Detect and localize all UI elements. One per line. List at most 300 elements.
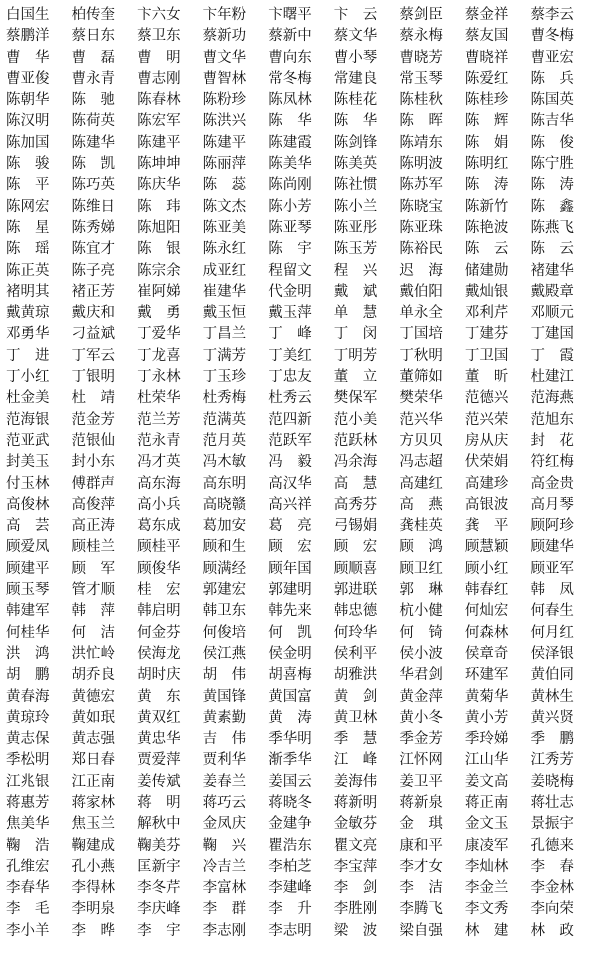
name-entry: 杭小健 [399, 603, 443, 620]
name-entry: 顾阿珍 [530, 518, 574, 535]
name-entry: 李冬芹 [137, 880, 181, 897]
name-entry: 康和平 [399, 837, 443, 854]
name-entry: 高建红 [399, 475, 443, 492]
name-entry: 蔡剑臣 [399, 7, 443, 23]
name-entry: 陈燕飞 [530, 219, 574, 236]
name-entry: 陈 晖 [399, 113, 443, 130]
name-entry: 韩 凤 [530, 582, 574, 599]
name-entry: 丁忠友 [268, 369, 312, 386]
name-entry: 范旭东 [530, 411, 574, 428]
name-entry: 季玲娣 [464, 731, 509, 748]
name-entry: 金凤庆 [202, 816, 247, 833]
name-entry: 林 政 [530, 922, 574, 939]
name-entry: 高俊萍 [71, 496, 116, 513]
name-entry: 黄国富 [268, 688, 312, 705]
name-entry: 丁满芳 [202, 347, 247, 364]
name-entry: 李 升 [268, 901, 312, 918]
name-entry: 金建争 [268, 816, 312, 833]
name-entry: 韩忠德 [333, 603, 378, 620]
name-entry: 陈国英 [530, 92, 574, 109]
name-entry: 陈明红 [464, 156, 509, 173]
name-entry: 曹晓芳 [399, 49, 443, 66]
name-entry: 范海银 [6, 411, 50, 428]
name-entry: 解秋中 [137, 816, 181, 833]
name-entry: 贾利华 [202, 752, 247, 769]
name-entry: 丁 进 [6, 347, 50, 364]
name-entry: 陈网宏 [6, 198, 50, 215]
name-entry: 曹文华 [202, 49, 247, 66]
name-entry: 曹 磊 [71, 49, 116, 66]
name-entry: 樊保军 [333, 390, 378, 407]
name-entry: 陈美英 [333, 156, 378, 173]
name-entry: 陈 涛 [530, 177, 574, 194]
name-entry: 陈晓宝 [399, 198, 443, 215]
name-entry: 曹晓祥 [464, 49, 509, 66]
name-entry: 丁明芳 [333, 347, 378, 364]
name-entry: 冯 毅 [268, 454, 312, 471]
name-entry: 范银仙 [71, 432, 116, 449]
name-entry: 陈宁胜 [530, 156, 574, 173]
name-entry: 黄国锋 [202, 688, 247, 705]
name-entry: 何俊培 [202, 624, 247, 641]
name-entry: 杜荣华 [137, 390, 181, 407]
name-entry: 程 兴 [333, 262, 378, 279]
name-entry: 李文秀 [464, 901, 509, 918]
name-entry: 常建良 [333, 70, 378, 87]
name-entry: 伏荣娟 [464, 454, 509, 471]
name-entry: 黄卫林 [333, 709, 378, 726]
name-entry: 邓勇华 [6, 326, 50, 343]
name-entry: 樊荣华 [399, 390, 443, 407]
name-entry: 顾玉琴 [6, 582, 50, 599]
name-entry: 金敏芬 [333, 816, 378, 833]
name-entry: 黄素勤 [202, 709, 247, 726]
name-entry: 黄伯同 [530, 667, 574, 684]
name-entry: 丁玉珍 [202, 369, 247, 386]
name-entry: 曹 明 [137, 49, 181, 66]
name-entry: 房从庆 [464, 432, 509, 449]
name-entry: 韩先来 [268, 603, 312, 620]
name-entry: 黄 东 [137, 688, 181, 705]
name-entry: 方贝贝 [399, 432, 443, 449]
name-entry: 蒋壮志 [530, 794, 574, 811]
name-entry: 陈洪兴 [202, 113, 247, 130]
name-entry: 丁 闵 [333, 326, 378, 343]
name-entry: 范月英 [202, 432, 247, 449]
name-entry: 陈维日 [71, 198, 116, 215]
name-entry: 蒋巧云 [202, 794, 247, 811]
name-entry: 侯泽银 [530, 645, 574, 662]
name-entry: 陈文杰 [202, 198, 247, 215]
name-entry: 顾 鸿 [399, 539, 443, 556]
name-entry: 蒋新泉 [399, 794, 443, 811]
name-entry: 陈 瑶 [6, 241, 50, 258]
name-entry: 陈建霞 [268, 134, 312, 151]
name-entry: 卞曙平 [268, 7, 312, 23]
name-entry: 黄金萍 [399, 688, 443, 705]
name-entry: 曹亚俊 [6, 70, 50, 87]
name-entry: 蔡新功 [202, 28, 247, 45]
name-entry: 季 慧 [333, 731, 378, 748]
name-entry: 李柏芝 [268, 858, 312, 875]
name-entry: 何金芬 [137, 624, 181, 641]
name-entry: 黄小冬 [399, 709, 443, 726]
name-entry: 丁银明 [71, 369, 116, 386]
name-entry: 李春华 [6, 880, 50, 897]
name-entry: 陈 华 [333, 113, 378, 130]
name-entry: 陈旭阳 [137, 219, 181, 236]
name-entry: 侯章奇 [464, 645, 509, 662]
name-entry: 顾建华 [530, 539, 574, 556]
name-entry: 蒋家林 [71, 794, 116, 811]
name-entry: 蔡友国 [464, 28, 509, 45]
name-entry: 顾满经 [202, 560, 247, 577]
name-entry: 李富林 [202, 880, 247, 897]
name-entry: 范兴华 [399, 411, 443, 428]
name-entry: 蒋晓冬 [268, 794, 312, 811]
name-entry: 高东海 [137, 475, 181, 492]
name-entry: 韩春红 [464, 582, 509, 599]
name-entry: 陈荷英 [71, 113, 116, 130]
name-entry: 付玉林 [6, 475, 50, 492]
name-entry: 陈 俊 [530, 134, 574, 151]
name-entry: 戴庆和 [71, 305, 116, 322]
name-entry: 贾爱萍 [137, 752, 181, 769]
name-entry: 李才女 [399, 858, 443, 875]
name-entry: 康凌军 [464, 837, 509, 854]
name-entry: 何 锜 [399, 624, 443, 641]
name-entry: 顾俊华 [137, 560, 181, 577]
name-entry: 陈剑锋 [333, 134, 378, 151]
name-entry: 环建军 [464, 667, 509, 684]
name-entry: 李腾飞 [399, 901, 443, 918]
name-entry: 何春生 [530, 603, 574, 620]
name-entry: 季华明 [268, 731, 312, 748]
name-entry: 洪忙岭 [71, 645, 116, 662]
name-entry: 褚正芳 [71, 283, 116, 300]
name-entry: 戴玉萍 [268, 305, 312, 322]
name-entry: 崔建华 [202, 283, 247, 300]
name-entry: 桂 宏 [137, 582, 181, 599]
name-entry: 郑日春 [71, 752, 116, 769]
name-entry: 李 毛 [6, 901, 50, 918]
name-entry: 韩 萍 [71, 603, 116, 620]
name-entry: 黄德宏 [71, 688, 116, 705]
name-entry: 黄春海 [6, 688, 50, 705]
name-entry: 陈庆华 [137, 177, 181, 194]
name-entry: 弓锡娟 [333, 518, 378, 535]
name-entry: 戴殿章 [530, 283, 574, 300]
name-entry: 陈 娟 [464, 134, 509, 151]
name-entry: 蔡新中 [268, 28, 312, 45]
name-entry: 胡雅洪 [333, 667, 378, 684]
name-entry: 李 春 [530, 858, 574, 875]
name-entry: 顾慧颖 [464, 539, 509, 556]
name-entry: 封 花 [530, 432, 574, 449]
name-entry: 林 建 [464, 922, 509, 939]
name-entry: 顾 宏 [333, 539, 378, 556]
name-entry: 曹小琴 [333, 49, 378, 66]
name-entry: 龚 平 [464, 518, 509, 535]
name-entry: 陈靖东 [399, 134, 443, 151]
name-entry: 胡 鹏 [6, 667, 50, 684]
name-entry: 江山华 [464, 752, 509, 769]
name-entry: 高金贵 [530, 475, 574, 492]
name-entry: 陈永红 [202, 241, 247, 258]
name-entry: 高兴祥 [268, 496, 312, 513]
name-entry: 陈 华 [268, 113, 312, 130]
name-entry: 李志刚 [202, 922, 247, 939]
name-entry: 迟 海 [399, 262, 443, 279]
name-entry: 蔡金祥 [464, 7, 509, 23]
name-entry: 李灿林 [464, 858, 509, 875]
name-entry: 李宝萍 [333, 858, 378, 875]
name-entry: 陈 宇 [268, 241, 312, 258]
name-entry: 邓顺元 [530, 305, 574, 322]
name-entry: 渐季华 [268, 752, 312, 769]
name-entry: 黄琼玲 [6, 709, 50, 726]
name-entry: 高俊林 [6, 496, 50, 513]
name-entry: 丁建国 [530, 326, 574, 343]
name-entry: 黄 剑 [333, 688, 378, 705]
name-entry: 陈 银 [137, 241, 181, 258]
name-entry: 蔡日东 [71, 28, 116, 45]
name-entry: 卞年粉 [202, 7, 247, 23]
name-entry: 范兰芳 [137, 411, 181, 428]
name-entry: 鞠 浩 [6, 837, 50, 854]
name-entry: 高银波 [464, 496, 509, 513]
name-entry: 陈尚刚 [268, 177, 312, 194]
name-entry: 蒋新明 [333, 794, 378, 811]
name-entry: 顾 军 [71, 560, 116, 577]
name-entry: 黄志保 [6, 731, 50, 748]
name-entry: 范四新 [268, 411, 312, 428]
name-entry: 黄忠华 [137, 731, 181, 748]
name-entry: 顾年国 [268, 560, 312, 577]
name-entry: 陈朝华 [6, 92, 50, 109]
name-entry: 鞠 兴 [202, 837, 247, 854]
name-entry: 顾 宏 [268, 539, 312, 556]
name-entry: 常冬梅 [268, 70, 312, 87]
name-entry: 李金林 [530, 880, 574, 897]
name-entry: 曹冬梅 [530, 28, 574, 45]
name-entry: 黄兴贤 [530, 709, 574, 726]
name-entry: 李 晔 [71, 922, 116, 939]
name-entry: 龚桂英 [399, 518, 443, 535]
name-entry: 吉 伟 [202, 731, 247, 748]
name-entry: 戴伯阳 [399, 283, 443, 300]
name-entry: 李志明 [268, 922, 312, 939]
name-entry: 董筛如 [399, 369, 443, 386]
name-entry: 陈 鑫 [530, 198, 574, 215]
name-entry: 陈建平 [137, 134, 181, 151]
name-entry: 顾小红 [464, 560, 509, 577]
name-entry: 范金芳 [71, 411, 116, 428]
name-entry: 李小羊 [6, 922, 50, 939]
name-entry: 瞿文亮 [333, 837, 378, 854]
name-entry: 陈 骏 [6, 156, 50, 173]
name-entry: 侯海龙 [137, 645, 181, 662]
name-entry: 陈 云 [464, 241, 509, 258]
name-entry: 黄如珉 [71, 709, 116, 726]
name-entry: 高汉华 [268, 475, 312, 492]
name-entry: 陈桂珍 [464, 92, 509, 109]
name-entry: 常玉琴 [399, 70, 443, 87]
name-entry: 杜 靖 [71, 390, 116, 407]
name-entry: 戴玉恒 [202, 305, 247, 322]
name-entry: 顾爱凤 [6, 539, 50, 556]
name-entry: 陈桂秋 [399, 92, 443, 109]
name-entry: 陈 平 [6, 177, 50, 194]
name-entry: 范跃林 [333, 432, 378, 449]
name-entry: 何月红 [530, 624, 574, 641]
name-entry: 丁国培 [399, 326, 443, 343]
name-entry: 范小美 [333, 411, 378, 428]
name-entry: 冯志超 [399, 454, 443, 471]
name-entry: 范海燕 [530, 390, 574, 407]
name-entry: 刁益斌 [71, 326, 116, 343]
name-entry: 姜卫平 [399, 773, 443, 790]
name-entry: 鞠建成 [71, 837, 116, 854]
name-entry: 陈裕民 [399, 241, 443, 258]
name-entry: 丁小红 [6, 369, 50, 386]
name-entry: 华君剑 [399, 667, 443, 684]
name-entry: 焦玉兰 [71, 816, 116, 833]
name-entry: 董 立 [333, 369, 378, 386]
name-entry: 范德兴 [464, 390, 509, 407]
name-entry: 陈宗余 [137, 262, 181, 279]
name-entry: 冯余海 [333, 454, 378, 471]
name-entry: 戴灿银 [464, 283, 509, 300]
name-entry: 李金兰 [464, 880, 509, 897]
name-entry: 顾卫红 [399, 560, 443, 577]
name-entry: 黄双红 [137, 709, 181, 726]
name-entry: 葛 亮 [268, 518, 312, 535]
name-entry: 李得林 [71, 880, 116, 897]
name-entry: 蒋惠芳 [6, 794, 50, 811]
name-entry: 何玲华 [333, 624, 378, 641]
name-entry: 何灿宏 [464, 603, 509, 620]
name-entry: 蔡鹏洋 [6, 28, 50, 45]
name-entry: 金文玉 [464, 816, 509, 833]
name-entry: 江秀芳 [530, 752, 574, 769]
name-entry: 陈子亮 [71, 262, 116, 279]
name-entry: 高 慧 [333, 475, 378, 492]
name-entry: 季 鹏 [530, 731, 574, 748]
name-entry: 侯江燕 [202, 645, 247, 662]
name-entry: 曹永青 [71, 70, 116, 87]
name-entry: 陈坤坤 [137, 156, 181, 173]
name-entry: 陈亚珠 [399, 219, 443, 236]
name-entry: 陈秀娣 [71, 219, 116, 236]
name-entry: 江兆银 [6, 773, 50, 790]
name-entry: 丁爱华 [137, 326, 181, 343]
name-entry: 柏传奎 [71, 7, 116, 23]
name-entry: 姜国云 [268, 773, 312, 790]
name-entry: 顾顺喜 [333, 560, 378, 577]
name-entry: 孔小燕 [71, 858, 116, 875]
name-entry: 韩启明 [137, 603, 181, 620]
name-entry: 戴黄琼 [6, 305, 50, 322]
name-entry: 陈 辉 [464, 113, 509, 130]
name-entry: 郭建明 [268, 582, 312, 599]
name-entry: 范跃军 [268, 432, 312, 449]
name-entry: 黄 涛 [268, 709, 312, 726]
name-entry: 顾桂兰 [71, 539, 116, 556]
name-entry: 葛加安 [202, 518, 247, 535]
name-entry: 杜秀云 [268, 390, 312, 407]
name-entry: 陈汉明 [6, 113, 50, 130]
name-entry: 杜金美 [6, 390, 50, 407]
name-entry: 曹亚宏 [530, 49, 574, 66]
name-entry: 李明泉 [71, 901, 116, 918]
name-entry: 孔德来 [530, 837, 574, 854]
name-entry: 杜建江 [530, 369, 574, 386]
name-entry: 何 凯 [268, 624, 312, 641]
name-entry: 陈小兰 [333, 198, 378, 215]
name-entry: 李胜刚 [333, 901, 378, 918]
name-entry: 高月琴 [530, 496, 574, 513]
name-entry: 程留文 [268, 262, 312, 279]
name-entry: 郭进联 [333, 582, 378, 599]
name-entry: 陈亚美 [202, 219, 247, 236]
name-entry: 范永青 [137, 432, 181, 449]
name-entry: 卞六女 [137, 7, 181, 23]
name-entry: 陈明波 [399, 156, 443, 173]
name-entry: 高秀芬 [333, 496, 378, 513]
name-entry: 焦美华 [6, 816, 50, 833]
name-entry: 李 群 [202, 901, 247, 918]
name-entry: 戴 勇 [137, 305, 181, 322]
name-entry: 姜晓梅 [530, 773, 574, 790]
name-entry: 丁龙喜 [137, 347, 181, 364]
name-entry: 韩建军 [6, 603, 50, 620]
name-entry: 封美玉 [6, 454, 50, 471]
name-entry: 邓利芹 [464, 305, 509, 322]
name-entry: 曹 华 [6, 49, 50, 66]
name-entry: 季松明 [6, 752, 50, 769]
name-entry: 李 剑 [333, 880, 378, 897]
name-entry: 陈新竹 [464, 198, 509, 215]
name-entry: 胡喜梅 [268, 667, 312, 684]
name-entry: 陈 蕊 [202, 177, 247, 194]
name-entry: 蔡文华 [333, 28, 378, 45]
name-entry: 蒋 明 [137, 794, 181, 811]
name-entry: 陈美华 [268, 156, 312, 173]
name-entry: 陈粉珍 [202, 92, 247, 109]
name-entry: 陈苏军 [399, 177, 443, 194]
name-entry: 单 慧 [333, 305, 378, 322]
name-entry: 顾和生 [202, 539, 247, 556]
name-entry: 陈宜才 [71, 241, 116, 258]
name-entry: 丁 峰 [268, 326, 312, 343]
name-entry: 曹向东 [268, 49, 312, 66]
name-entry: 高建珍 [464, 475, 509, 492]
name-entry: 顾亚军 [530, 560, 574, 577]
name-entry: 梁自强 [399, 922, 443, 939]
name-entry: 蔡李云 [530, 7, 574, 23]
name-entry: 陈社惯 [333, 177, 378, 194]
name-entry: 褚明其 [6, 283, 50, 300]
name-entry: 卞 云 [333, 7, 378, 23]
name-entry: 洪 鸿 [6, 645, 50, 662]
name-entry: 侯金明 [268, 645, 312, 662]
name-entry: 匡新宇 [137, 858, 181, 875]
name-entry: 何桂华 [6, 624, 50, 641]
name-entry: 单永全 [399, 305, 443, 322]
name-entry: 陈 凯 [71, 156, 116, 173]
name-entry: 蔡卫东 [137, 28, 181, 45]
